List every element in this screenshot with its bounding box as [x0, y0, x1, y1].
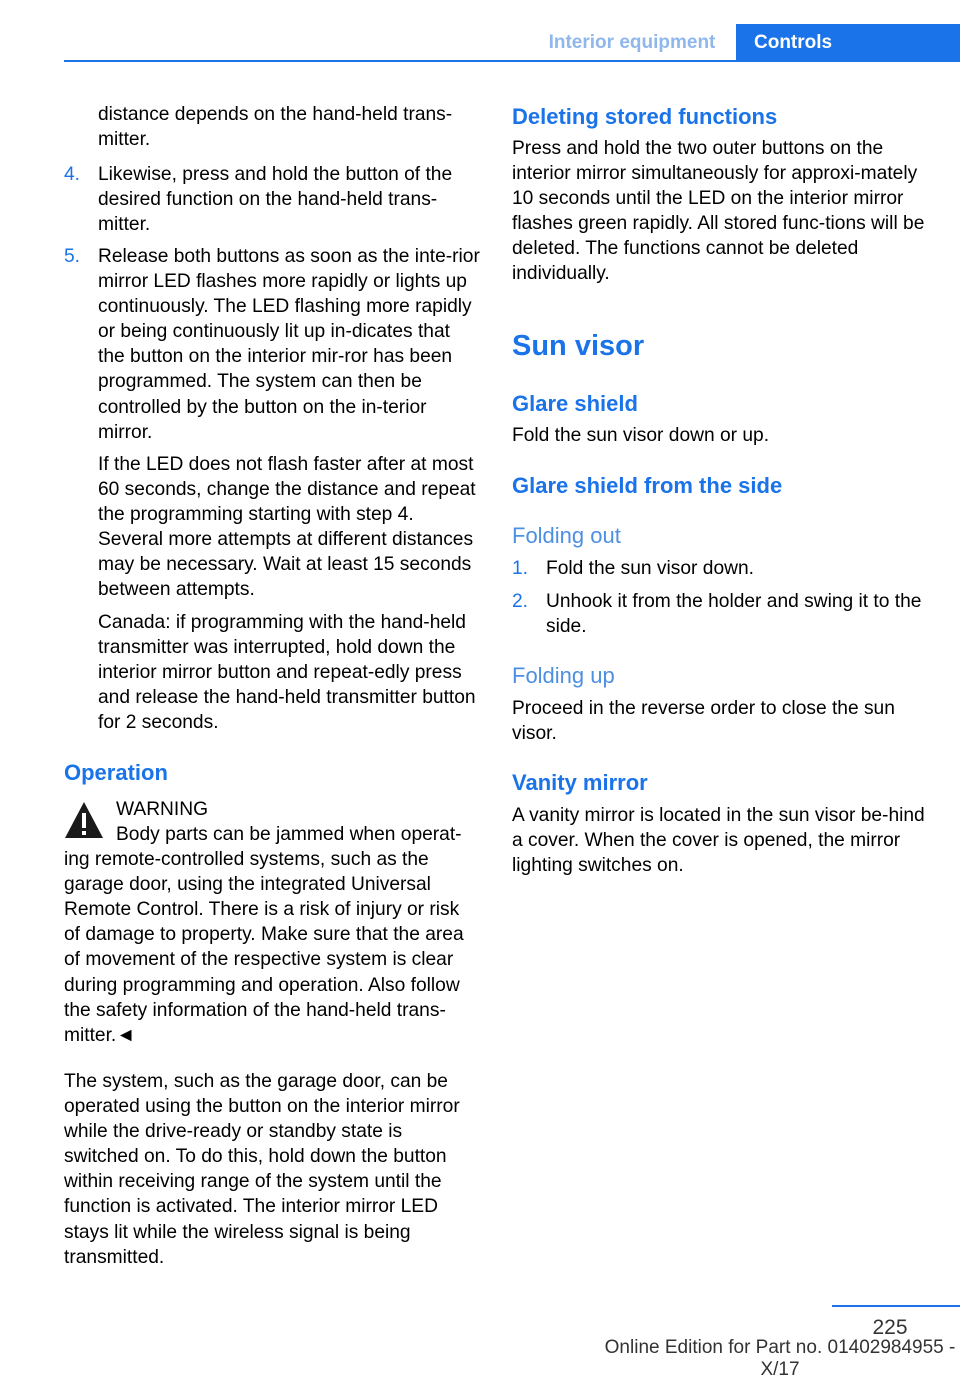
page-number: 225	[872, 1316, 908, 1339]
deleting-heading: Deleting stored functions	[512, 104, 778, 129]
edition-label: Online Edition for Part no. 01402984955 - X/17	[604, 1337, 956, 1380]
folding-up-text: Proceed in the reverse order to close the sun visor.	[512, 698, 895, 745]
side-glare-heading: Glare shield from the side	[512, 473, 783, 498]
vanity-mirror-heading: Vanity mirror	[512, 770, 648, 795]
folding-up-heading: Folding up	[512, 663, 615, 688]
step-number: 5.	[64, 246, 81, 267]
step-number: 1.	[512, 558, 529, 579]
step-text: Fold the sun visor down.	[546, 558, 754, 579]
step-number: 2.	[512, 591, 529, 612]
step-text: Unhook it from the holder and swing it to the side.	[546, 591, 922, 638]
intro-text: distance depends on the hand-held trans-mitter.	[98, 104, 453, 151]
step-text: Release both buttons as soon as the inte-rior mirror LED flashes more rapidly or lights up continuously. The LED flashing more rapidly or being continuously lit up in-dicates that the button on the interior mir-ror has been programmed. The system can then be controlled by the button on the in-terior mirror.	[98, 246, 480, 443]
vanity-mirror-text: A vanity mirror is located in the sun visor be-hind a cover. When the cover is opened, the mirror lighting switches on.	[512, 805, 925, 877]
header-section-tab[interactable]: Interior equipment	[548, 32, 716, 53]
step-note: Canada: if programming with the hand-held transmitter was interrupted, hold down the interior mirror button and repeat-edly press and release the hand-held transmitter button for 2 seconds.	[98, 612, 476, 734]
warning-title: WARNING	[116, 799, 209, 820]
glare-shield-heading: Glare shield	[512, 391, 638, 416]
sun-visor-heading: Sun visor	[512, 330, 645, 362]
glare-shield-text: Fold the sun visor down or up.	[512, 425, 770, 446]
deleting-text: Press and hold the two outer buttons on the interior mirror simultaneously for approxi-mately 10 seconds until the LED on the interior mirror flashes green rapidly. All stored func-tions will be deleted. The functions cannot be deleted individually.	[512, 138, 925, 285]
warning-text: Body parts can be jammed when operat-ing remote-controlled systems, such as the garage door, using the integrated Universal Remote Control. There is a risk of injury or risk of damage to property. Make sure that the area of movement of the respective system is clear during programming and operation. Also follow the safety information of the hand-held trans-mitter.◄	[64, 824, 464, 1046]
step-number: 4.	[64, 164, 81, 185]
step-note: If the LED does not flash faster after at most 60 seconds, change the distance and repeat the programming starting with step 4. Several more attempts at different distances may be necessary. Wait at least 15 seconds between attempts.	[98, 454, 476, 601]
header-rule	[64, 60, 960, 62]
operation-text: The system, such as the garage door, can be operated using the button on the interior mirror while the drive-ready or standby state is switched on. To do this, hold down the button within receiving range of the system until the function is activated. The interior mirror LED stays lit while the wireless signal is being transmitted.	[64, 1071, 460, 1268]
header-chapter-tab[interactable]: Controls	[736, 24, 960, 62]
footer-rule	[832, 1305, 960, 1307]
step-text: Likewise, press and hold the button of the desired function on the hand-held trans-mitter.	[98, 164, 453, 236]
operation-heading: Operation	[64, 760, 168, 785]
folding-out-heading: Folding out	[512, 523, 621, 548]
